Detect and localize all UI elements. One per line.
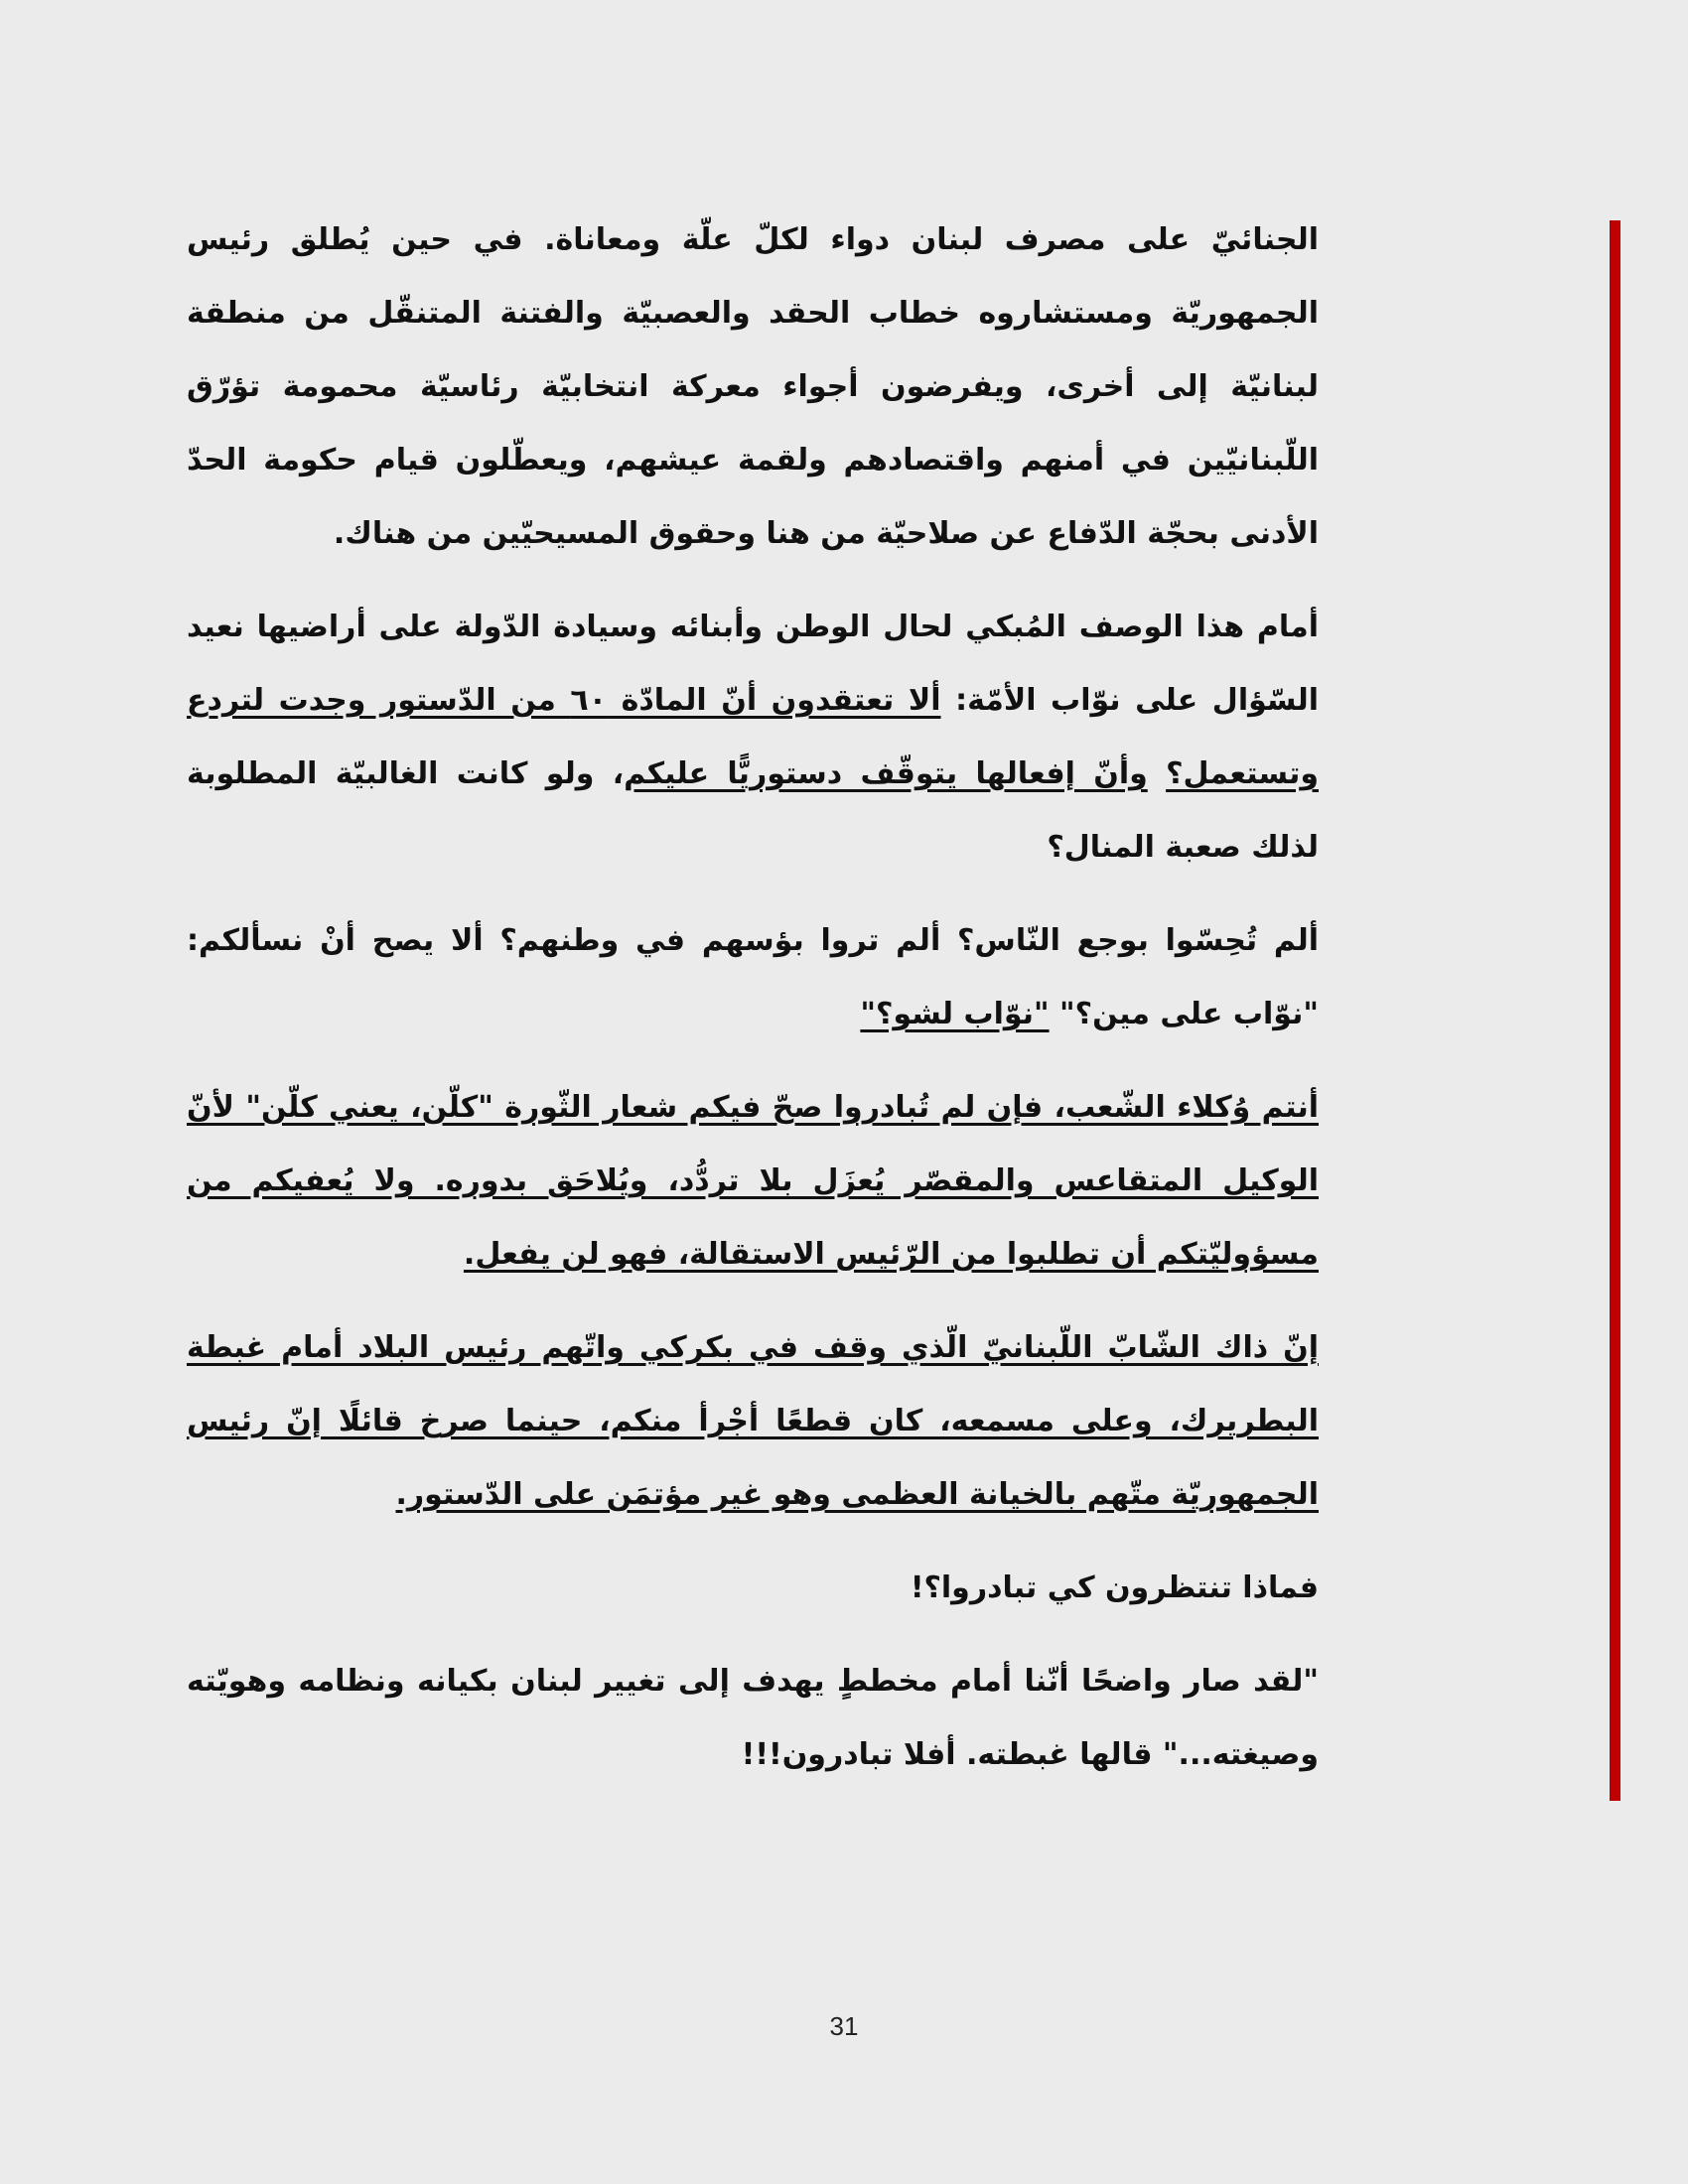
paragraph-2-underlined-question: ألا تعتقدون أنّ المادّة ٦٠ من الدّستور وجدت لتردع وتستعمل؟	[187, 683, 1319, 791]
paragraph-2-middle	[1148, 756, 1166, 791]
paragraph-2-tail: ، ولو كانت الغالبيّة المطلوبة لذلك صعبة المنال؟	[187, 756, 1319, 865]
paragraph-3	[187, 904, 1319, 1051]
paragraph-2-underlined-clause: وأنّ إفعالها يتوقّف دستوريًّا عليكم	[624, 756, 1148, 791]
margin-rule	[1610, 220, 1620, 1801]
paragraph-1: الجنائيّ على مصرف لبنان دواء لكلّ علّة ومعاناة. في حين يُطلق رئيس الجمهوريّة ومستشاروه خطاب الحقد والعصبيّة والفتنة المتنقّل من منطقة لبنانيّة إلى أخرى، ويفرضون أجواء معركة انتخابيّة رئاسيّة محمومة تؤرّق اللّبنانيّين في أمنهم واقتصادهم ولقمة عيشهم، ويعطّلون قيام حكومة الحدّ الأدنى بحجّة الدّفاع عن صلاحيّة من هنا وحقوق المسيحيّين من هناك.	[187, 222, 1319, 551]
paragraph-6: فماذا تنتظرون كي تبادروا؟!	[910, 1570, 1319, 1605]
paragraph-3-lead: ألم تُحِسّوا بوجع النّاس؟ ألم تروا بؤسهم في وطنهم؟ ألا يصح أنْ نسألكم: "نوّاب على مين؟"	[187, 923, 1319, 1031]
paragraph-3-underlined: "نوّاب لشو؟"	[860, 997, 1050, 1031]
paragraph-7: "لقد صار واضحًا أنّنا أمام مخططٍ يهدف إلى تغيير لبنان بكيانه ونظامه وهويّته وصيغته..." قالها غبطته. أفلا تبادرون!!!	[187, 1664, 1319, 1772]
paragraph-5: إنّ ذاك الشّابّ اللّبنانيّ الّذي وقف في بكركي واتّهم رئيس البلاد أمام غبطة البطريرك، وعلى مسمعه، كان قطعًا أجْرأ منكم، حينما صرخ قائلًا إنّ رئيس الجمهوريّة متّهم بالخيانة العظمى وهو غير مؤتمَن على الدّستور.	[187, 1330, 1319, 1512]
paragraph-2	[187, 591, 1319, 885]
page-number: 31	[829, 2011, 859, 2041]
paragraph-2-lead: أمام هذا الوصف المُبكي لحال الوطن وأبنائه وسيادة الدّولة على أراضيها نعيد السّؤال على نوّاب الأمّة:	[187, 610, 1320, 718]
article-body	[187, 204, 1319, 1812]
paragraph-4: أنتم وُكلاء الشّعب، فإن لم تُبادروا صحّ فيكم شعار الثّورة "كلّن، يعني كلّن" لأنّ الوكيل المتقاعس والمقصّر يُعزَل بلا تردُّد، ويُلاحَق بدوره. ولا يُعفيكم من مسؤوليّتكم أن تطلبوا من الرّئيس الاستقالة، فهو لن يفعل.	[187, 1090, 1319, 1272]
